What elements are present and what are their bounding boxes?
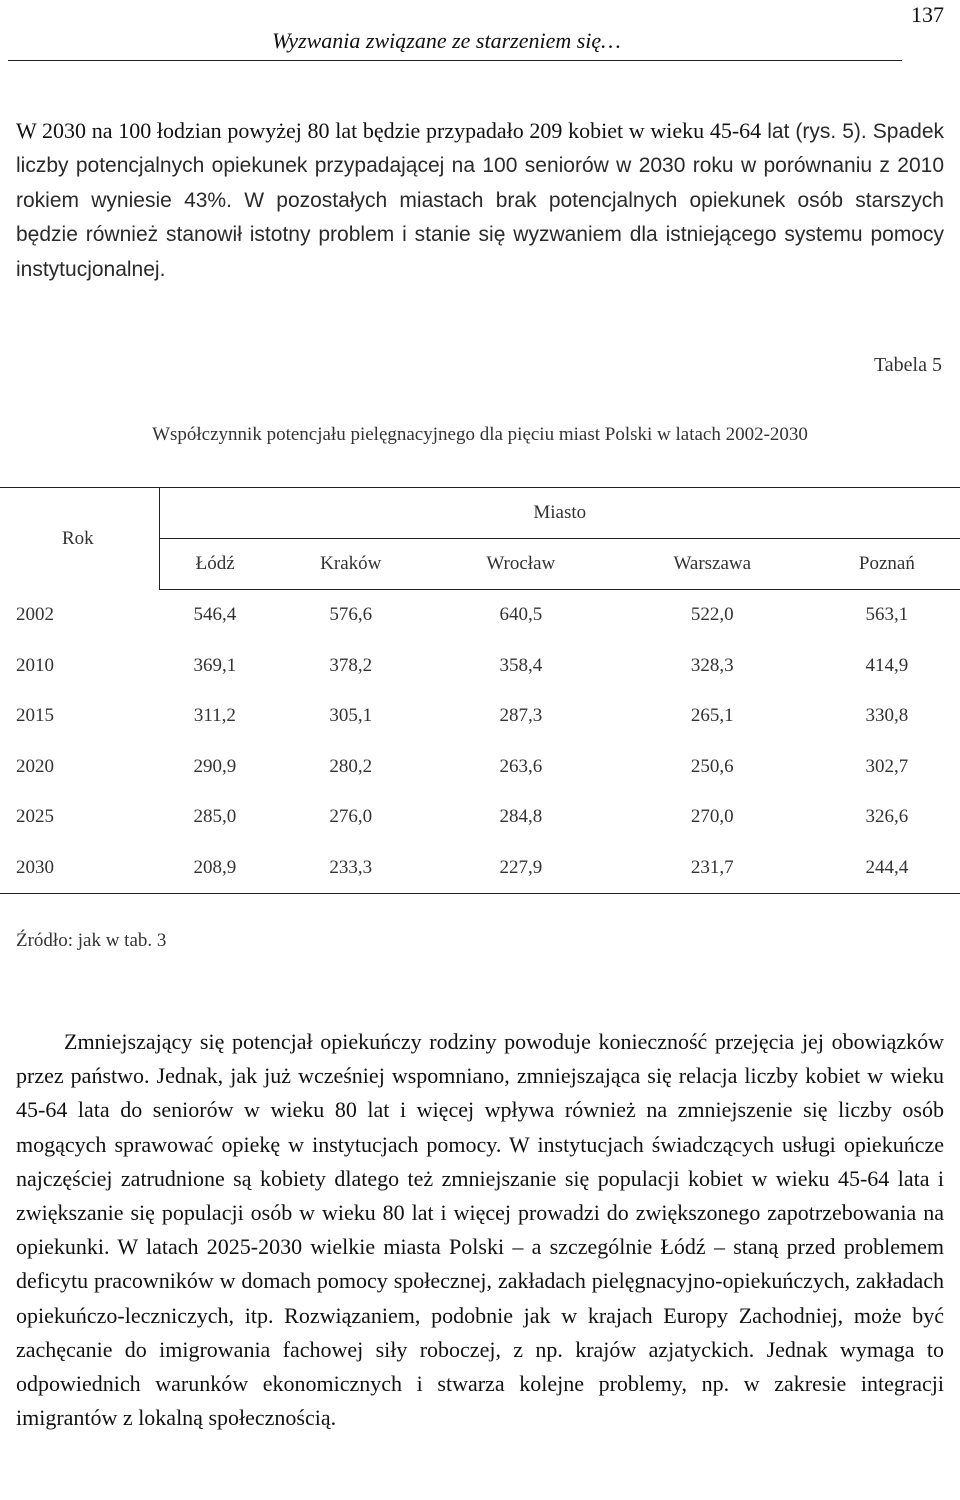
table-cell-year: 2015	[16, 705, 54, 727]
table-cell: 414,9	[865, 654, 909, 676]
table-cell-year: 2020	[16, 755, 54, 777]
table-row	[0, 691, 960, 742]
page-number: 137	[911, 2, 944, 27]
table-header-city: Warszawa	[611, 539, 814, 590]
table-cell: 280,2	[329, 755, 373, 777]
table-header-city: Kraków	[271, 539, 431, 590]
table-cell: 284,8	[499, 806, 543, 828]
table-cell: 250,6	[690, 755, 734, 777]
table-label: Tabela 5	[873, 354, 942, 376]
table-cell-year: 2010	[16, 654, 54, 676]
table-cell: 208,9	[159, 843, 271, 894]
table-cell-year: 2030	[0, 843, 159, 894]
table-cell: 546,4	[193, 604, 237, 626]
table-cell: 328,3	[690, 654, 734, 676]
table-cell: 233,3	[271, 843, 431, 894]
table-cell: 290,9	[193, 755, 237, 777]
table-row	[0, 641, 960, 692]
table-row	[0, 590, 960, 641]
data-table	[0, 487, 960, 894]
table-row	[0, 792, 960, 843]
table-cell: 270,0	[690, 806, 734, 828]
table-cell: 244,4	[814, 843, 960, 894]
closing-paragraph-text: Zmniejszający się potencjał opiekuńczy rodziny powoduje konieczność przejęcia jej obowiązków przez państwo. Jednak, jak już wcześniej wspomniano, zmniejszająca się relacja liczby kobiet w wieku 45-64 lata do seniorów w wieku 80 lat i więcej wpływa również na zmniejszenie się liczby osób mogących sprawować opiekę w instytucjach pomocy. W instytucjach świadczących usługi opiekuńcze najczęściej zatrudnione są kobiety dlatego też zmniejszanie się populacji kobiet w wieku 45-64 lata i zwiększanie się populacji osób w wieku 80 lat i więcej prowadzi do zwiększonego zapotrzebowania na opiekunki. W latach 2025-2030 wielkie miasta Polski – a szczególnie Łódź – staną przed problemem deficytu pracowników w domach pomocy społecznej, zakładach pielęgnacyjno-opiekuńczych, zakładach opiekuńczo-leczniczych, itp. Rozwiązaniem, podobnie jak w krajach Europy Zachodniej, może być zachęcanie do imigrowania fachowej siły roboczej, z np. krajów azjatyckich. Jednak wymaga to odpowiednich warunków ekonomicznych i stwarza kolejne problemy, np. w zakresie integracji imigrantów z lokalną społecznością.	[16, 1029, 944, 1431]
intro-paragraph	[16, 114, 944, 287]
table-cell-year: 2025	[16, 806, 54, 828]
table-source-note: Źródło: jak w tab. 3	[16, 930, 167, 951]
table-cell: 369,1	[193, 654, 237, 676]
table-header-rok: Rok	[0, 488, 159, 590]
running-header-title: Wyzwania związane ze starzeniem się…	[272, 28, 621, 53]
table-cell: 576,6	[329, 604, 373, 626]
table-cell: 285,0	[193, 806, 237, 828]
table-cell: 287,3	[499, 705, 543, 727]
intro-paragraph-line1: W 2030 na 100 łodzian powyżej 80 lat będzie przypadało 209 kobiet w wieku 45-64	[16, 118, 762, 143]
table-cell: 231,7	[611, 843, 814, 894]
table-cell: 276,0	[329, 806, 373, 828]
table-cell: 640,5	[499, 604, 543, 626]
table-header-miasto: Miasto	[159, 488, 960, 539]
table-cell: 563,1	[865, 604, 909, 626]
header-divider	[8, 60, 902, 61]
table-cell: 326,6	[865, 806, 909, 828]
table-cell: 302,7	[865, 755, 909, 777]
table-header-city: Łódź	[159, 539, 271, 590]
table-cell: 305,1	[329, 705, 373, 727]
table-cell: 263,6	[499, 755, 543, 777]
table-cell: 265,1	[690, 705, 734, 727]
table-cell: 378,2	[329, 654, 373, 676]
table-cell-year: 2002	[16, 604, 54, 625]
table-header-city: Poznań	[814, 539, 960, 590]
closing-paragraph	[16, 1025, 944, 1435]
table-cell: 358,4	[499, 654, 543, 676]
table-row	[0, 843, 960, 894]
table-cell: 311,2	[193, 705, 236, 727]
intro-paragraph-rest: lat (rys. 5). Spadek liczby potencjalnych opiekunek przypadającej na 100 seniorów w 2030 roku w porównaniu z 2010 rokiem wyniesie 43%. W pozostałych miastach brak potencjalnych opiekunek osób starszych będzie również stanowił istotny problem i stanie się wyzwaniem dla istniejącego systemu pomocy instytucjonalnej.	[16, 120, 945, 281]
table-header-city: Wrocław	[431, 539, 611, 590]
table-cell: 522,0	[690, 604, 734, 626]
table-cell: 227,9	[431, 843, 611, 894]
table-title: Współczynnik potencjału pielęgnacyjnego dla pięciu miast Polski w latach 2002-2030	[152, 424, 808, 445]
table-cell: 330,8	[865, 705, 909, 727]
table-row	[0, 742, 960, 793]
